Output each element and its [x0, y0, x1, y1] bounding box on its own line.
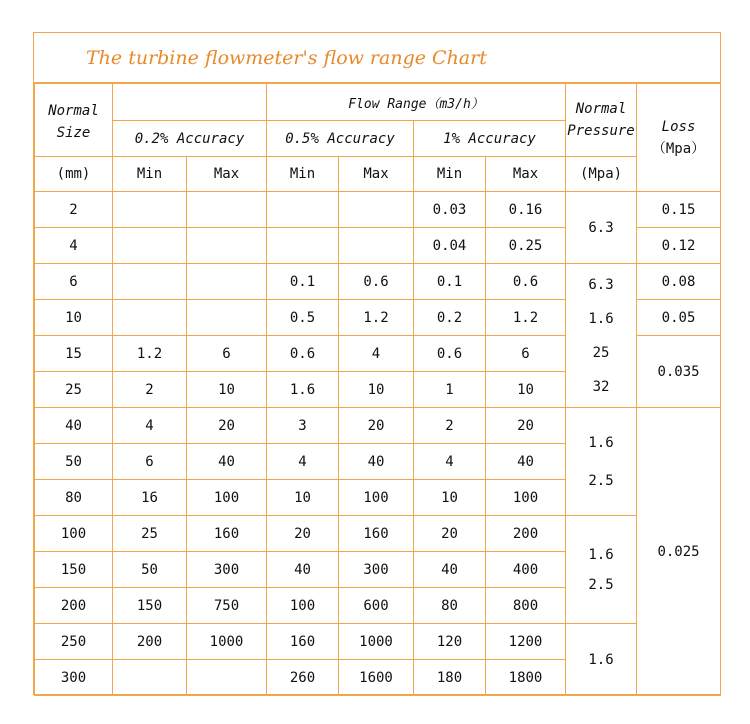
cell-size: 6	[35, 264, 113, 300]
header-normal-pressure: Normal Pressure	[566, 84, 637, 157]
cell-value: 40	[339, 444, 414, 480]
cell-value	[113, 264, 187, 300]
cell-value: 120	[414, 624, 486, 660]
header-min: Min	[113, 157, 187, 192]
cell-loss: 0.15	[637, 192, 721, 228]
cell-value: 2	[414, 408, 486, 444]
header-min: Min	[414, 157, 486, 192]
cell-value: 20	[267, 516, 339, 552]
cell-value: 0.03	[414, 192, 486, 228]
header-size-unit: (mm)	[35, 157, 113, 192]
flow-range-chart	[33, 32, 721, 695]
header-min: Min	[267, 157, 339, 192]
cell-value: 25	[113, 516, 187, 552]
cell-value: 20	[414, 516, 486, 552]
cell-value	[113, 228, 187, 264]
cell-value: 4	[267, 444, 339, 480]
cell-value: 150	[113, 588, 187, 624]
cell-value: 0.5	[267, 300, 339, 336]
cell-pressure-group: 1.6 2.5	[566, 516, 637, 624]
cell-value: 100	[339, 480, 414, 516]
cell-size: 150	[35, 552, 113, 588]
cell-value: 20	[187, 408, 267, 444]
header-blank	[113, 84, 267, 121]
cell-loss: 0.025	[637, 408, 721, 696]
cell-value: 100	[267, 588, 339, 624]
cell-value: 160	[187, 516, 267, 552]
cell-value: 10	[339, 372, 414, 408]
cell-value: 180	[414, 660, 486, 696]
cell-value: 40	[187, 444, 267, 480]
header-max: Max	[486, 157, 566, 192]
cell-value: 3	[267, 408, 339, 444]
cell-size: 4	[35, 228, 113, 264]
table-row	[35, 264, 721, 300]
cell-value: 6	[113, 444, 187, 480]
cell-value: 10	[187, 372, 267, 408]
cell-value: 160	[267, 624, 339, 660]
cell-value: 300	[187, 552, 267, 588]
cell-value: 1.2	[339, 300, 414, 336]
cell-size: 100	[35, 516, 113, 552]
cell-value: 0.16	[486, 192, 566, 228]
cell-value: 800	[486, 588, 566, 624]
cell-size: 300	[35, 660, 113, 696]
cell-value: 4	[113, 408, 187, 444]
cell-value: 0.04	[414, 228, 486, 264]
cell-size: 200	[35, 588, 113, 624]
cell-value: 1800	[486, 660, 566, 696]
header-flow-range: Flow Range（m3/h）	[267, 84, 566, 121]
cell-value: 40	[414, 552, 486, 588]
cell-value	[187, 660, 267, 696]
cell-size: 40	[35, 408, 113, 444]
cell-size: 2	[35, 192, 113, 228]
cell-value: 750	[187, 588, 267, 624]
cell-value: 20	[486, 408, 566, 444]
cell-value: 4	[414, 444, 486, 480]
header-normal-size: Normal Size	[35, 84, 113, 157]
cell-value: 100	[486, 480, 566, 516]
cell-value: 1200	[486, 624, 566, 660]
cell-value: 300	[339, 552, 414, 588]
cell-loss: 0.12	[637, 228, 721, 264]
cell-value: 1600	[339, 660, 414, 696]
cell-pressure-group: 1.6 2.5	[566, 408, 637, 516]
cell-value: 2	[113, 372, 187, 408]
header-accuracy-05: 0.5% Accuracy	[267, 121, 414, 157]
cell-value: 160	[339, 516, 414, 552]
cell-loss: 0.08	[637, 264, 721, 300]
flow-range-table	[34, 83, 721, 696]
cell-size: 10	[35, 300, 113, 336]
cell-value: 1.2	[486, 300, 566, 336]
cell-value: 1000	[339, 624, 414, 660]
cell-value	[113, 192, 187, 228]
cell-value	[113, 660, 187, 696]
cell-value	[267, 228, 339, 264]
cell-size: 250	[35, 624, 113, 660]
cell-size: 15	[35, 336, 113, 372]
cell-value: 40	[486, 444, 566, 480]
cell-value	[187, 192, 267, 228]
header-pressure-unit: (Mpa)	[566, 157, 637, 192]
table-row	[35, 192, 721, 228]
cell-value: 600	[339, 588, 414, 624]
cell-value: 0.2	[414, 300, 486, 336]
table-row	[35, 516, 721, 552]
cell-value: 1.2	[113, 336, 187, 372]
cell-value: 40	[267, 552, 339, 588]
cell-value: 400	[486, 552, 566, 588]
cell-value: 0.6	[486, 264, 566, 300]
cell-value: 0.1	[267, 264, 339, 300]
table-row	[35, 408, 721, 444]
cell-value: 0.6	[339, 264, 414, 300]
cell-value: 1.6	[267, 372, 339, 408]
cell-value: 100	[187, 480, 267, 516]
cell-size: 80	[35, 480, 113, 516]
cell-value: 0.1	[414, 264, 486, 300]
cell-value: 200	[113, 624, 187, 660]
cell-value: 200	[486, 516, 566, 552]
cell-value: 50	[113, 552, 187, 588]
cell-value: 6	[486, 336, 566, 372]
header-max: Max	[187, 157, 267, 192]
cell-size: 50	[35, 444, 113, 480]
cell-value	[187, 300, 267, 336]
header-loss: Loss （Mpa）	[637, 84, 721, 192]
cell-loss: 0.05	[637, 300, 721, 336]
cell-value	[113, 300, 187, 336]
cell-value	[339, 192, 414, 228]
cell-value	[339, 228, 414, 264]
cell-value: 10	[414, 480, 486, 516]
cell-pressure: 1.6	[566, 624, 637, 696]
cell-value: 0.6	[414, 336, 486, 372]
cell-value	[267, 192, 339, 228]
cell-value: 1000	[187, 624, 267, 660]
cell-value	[187, 264, 267, 300]
cell-value: 10	[486, 372, 566, 408]
cell-pressure-group: 6.3 1.6 25 32	[566, 264, 637, 408]
cell-pressure: 6.3	[566, 192, 637, 264]
cell-value: 260	[267, 660, 339, 696]
table-row	[35, 624, 721, 660]
cell-value: 0.25	[486, 228, 566, 264]
cell-value: 1	[414, 372, 486, 408]
cell-value: 6	[187, 336, 267, 372]
header-max: Max	[339, 157, 414, 192]
header-accuracy-02: 0.2% Accuracy	[113, 121, 267, 157]
cell-value: 80	[414, 588, 486, 624]
header-accuracy-1: 1% Accuracy	[414, 121, 566, 157]
cell-size: 25	[35, 372, 113, 408]
cell-loss: 0.035	[637, 336, 721, 408]
cell-value: 20	[339, 408, 414, 444]
chart-title: The turbine flowmeter's flow range Chart	[34, 33, 720, 83]
cell-value	[187, 228, 267, 264]
cell-value: 16	[113, 480, 187, 516]
cell-value: 4	[339, 336, 414, 372]
cell-value: 0.6	[267, 336, 339, 372]
cell-value: 10	[267, 480, 339, 516]
